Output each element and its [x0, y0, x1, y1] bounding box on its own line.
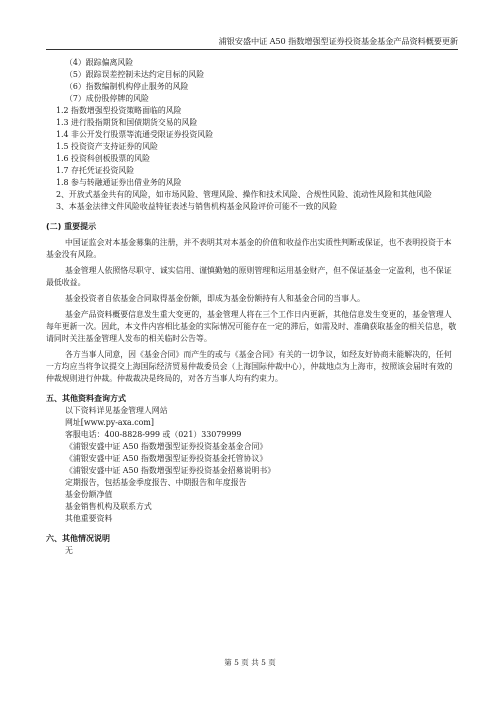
document-item: 《浦银安盛中证 A50 指数增强型证券投资基金招募说明书》	[65, 466, 276, 475]
risk-paragraph: 2、开放式基金共有的风险，如市场风险、管理风险、操作和技术风险、合规性风险、流动性风险和其他风险	[56, 190, 432, 199]
notice-paragraph: 基金管理人依照恪尽职守、诚实信用、谨慎勤勉的原则管理和运用基金财产，但不保证基金一定盈利，也不保证最低收益。	[46, 266, 452, 287]
document-item: 基金销售机构及联系方式	[65, 502, 152, 511]
website-link[interactable]: 网址[www.py-axa.com]	[65, 418, 154, 427]
risk-item: 1.4 非公开发行股票等流通受限证券投资风险	[56, 130, 214, 139]
risk-item: 1.7 存托凭证投资风险	[56, 166, 135, 175]
risk-item: （5）跟踪误差控制未达约定目标的风险	[65, 70, 205, 79]
notice-heading: (二) 重要提示	[46, 222, 97, 231]
risk-item: 1.3 进行股指期货和国债期货交易的风险	[56, 118, 198, 127]
document-item: 《浦银安盛中证 A50 指数增强型证券投资基金托管协议》	[65, 454, 268, 463]
page-header: 浦银安盛中证 A50 指数增强型证券投资基金基金产品资料概要更新	[46, 36, 458, 50]
risk-item: （7）成份股停牌的风险	[65, 94, 149, 103]
notice-paragraph: 基金投资者自依基金合同取得基金份额，即成为基金份额持有人和基金合同的当事人。	[65, 294, 365, 303]
risk-item: （4）跟踪偏离风险	[65, 58, 134, 67]
document-item: 《浦银安盛中证 A50 指数增强型证券投资基金基金合同》	[65, 442, 268, 451]
risk-paragraph: 3、本基金法律文件风险收益特征表述与销售机构基金风险评价可能不一致的风险	[56, 202, 338, 211]
page-number: 第 5 页 共 5 页	[224, 658, 276, 667]
document-item: 基金份额净值	[65, 490, 113, 499]
risk-item: 1.2 指数增强型投资策略面临的风险	[56, 106, 182, 115]
hotline-text: 客服电话：400-8828-999 或（021）33079999	[65, 430, 242, 439]
risk-item: 1.6 投资科创板股票的风险	[56, 154, 150, 163]
notice-paragraph: 基金产品资料概要信息发生重大变更的，基金管理人将在三个工作日内更新，其他信息发生变更的，基金管理人每年更新一次。因此，本文件内容相比基金的实际情况可能存在一定的滞后，如需及时、准确获取基金的相关信息，敬请同时关注基金管理人发布的相关临时公告等。	[46, 310, 457, 343]
section-6-heading: 六、其他情况说明	[46, 534, 110, 543]
document-body	[46, 57, 458, 557]
section-5-intro: 以下资料详见基金管理人网站	[65, 406, 168, 415]
risk-item: 1.8 参与转融通证券出借业务的风险	[56, 178, 182, 187]
document-item: 定期报告，包括基金季度报告、中期报告和年度报告	[65, 478, 247, 487]
section-5-heading: 五、其他资料查询方式	[46, 394, 126, 403]
risk-item: 1.5 投资资产支持证券的风险	[56, 142, 158, 151]
notice-paragraph: 中国证监会对本基金募集的注册，并不表明其对本基金的价值和收益作出实质性判断或保证，也不表明投资于本基金没有风险。	[46, 238, 452, 259]
document-item: 其他重要资料	[65, 514, 113, 523]
notice-paragraph: 各方当事人同意，因《基金合同》而产生的或与《基金合同》有关的一切争议，如经友好协商未能解决的，任何一方均应当将争议提交上海国际经济贸易仲裁委员会（上海国际仲裁中心），仲裁地点为上海市，按照该会届时有效的仲裁规则进行仲裁。仲裁裁决是终局的，对各方当事人均有约束力。	[46, 350, 453, 383]
section-6-content: 无	[65, 546, 73, 555]
risk-item: （6）指数编制机构停止服务的风险	[65, 82, 189, 91]
